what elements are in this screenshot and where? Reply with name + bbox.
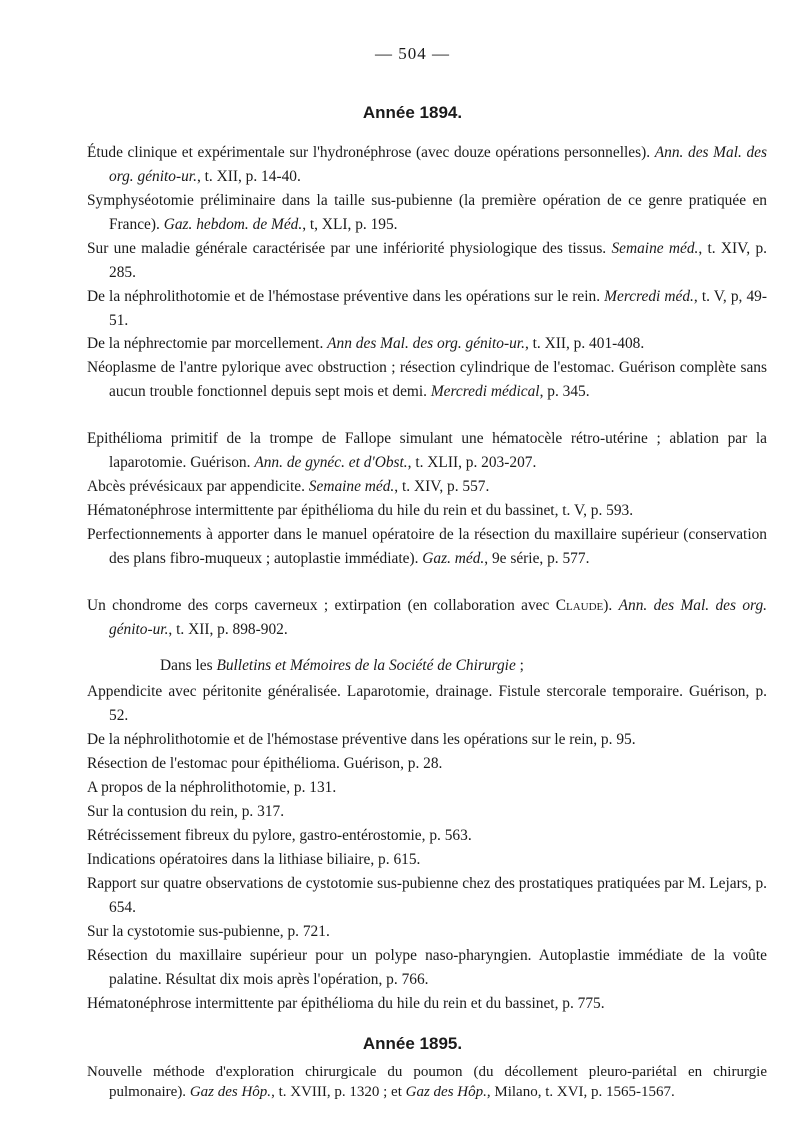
bulletin-entry: A propos de la néphrolithotomie, p. 131. [87, 779, 337, 796]
bulletin-entry: Appendicite avec péritonite généralisée. Laparotomie, drainage. Fistule stercorale temporaire. Guérison, p. 52. [87, 683, 767, 724]
author-name: Claude [555, 597, 604, 614]
bulletin-entry: Résection de l'estomac pour épithélioma. Guérison, p. 28. [87, 755, 443, 772]
bibliography-entry: Nouvelle méthode d'exploration chirurgicale du poumon (du décollement pleuro-pariétal en chirurgie pulmonaire). Gaz des Hôp., t. XVIII, p. 1320 ; et Gaz des Hôp., Milano, t. XVI, p. 1565-1567. [87, 1064, 767, 1100]
bibliography-entry: Epithélioma primitif de la trompe de Fallope simulant une hématocèle rétro-utérine ; ablation par la laparotomie. Guérison. Ann. de gynéc. et d'Obst., t. XLII, p. 203-207. [87, 430, 767, 471]
bibliography-entry: Hématonéphrose intermittente par épithélioma du hile du rein et du bassinet, t. V, p. 593. [87, 502, 634, 519]
bulletin-entry: Indications opératoires dans la lithiase biliaire, p. 615. [87, 851, 421, 868]
bibliography-entry: Néoplasme de l'antre pylorique avec obstruction ; résection cylindrique de l'estomac. Guérison complète sans aucun trouble fonctionnel depuis sept mois et demi. Mercredi médical, p. 345. [87, 359, 767, 400]
bulletin-entry: Résection du maxillaire supérieur pour un polype naso-pharyngien. Autoplastie immédiate de la voûte palatine. Résultat dix mois après l'opération, p. 766. [87, 947, 767, 988]
bulletins-intro: Dans les Bulletins et Mémoires de la Société de Chirurgie ; [160, 657, 524, 674]
bulletin-entry: Rétrécissement fibreux du pylore, gastro-entérostomie, p. 563. [87, 827, 472, 844]
bulletin-entry: Sur la contusion du rein, p. 317. [87, 803, 285, 820]
bibliography-entry: Perfectionnements à apporter dans le manuel opératoire de la résection du maxillaire supérieur (conservation des plans fibro-muqueux ; autoplastie immédiate). Gaz. méd., 9e série, p. 577. [87, 526, 767, 567]
bibliography-entry: Sur une maladie générale caractérisée par une infériorité physiologique des tissus. Semaine méd., t. XIV, p. 285. [87, 240, 767, 281]
bibliography-entry: Abcès prévésicaux par appendicite. Semaine méd., t. XIV, p. 557. [87, 478, 490, 495]
page-number: — 504 — [375, 44, 450, 63]
bulletin-entry: Rapport sur quatre observations de cystotomie sus-pubienne chez des prostatiques pratiquées par M. Lejars, p. 654. [87, 875, 767, 916]
bulletin-entry: De la néphrolithotomie et de l'hémostase préventive dans les opérations sur le rein, p. 95. [87, 731, 636, 748]
bulletin-entry: Hématonéphrose intermittente par épithélioma du hile du rein et du bassinet, p. 775. [87, 995, 605, 1012]
bibliography-entry: Un chondrome des corps caverneux ; extirpation (en collaboration avec Claude). Ann. des Mal. des org. génito-ur., t. XII, p. 898-902. [87, 597, 768, 638]
bulletin-entry: Sur la cystotomie sus-pubienne, p. 721. [87, 923, 330, 940]
year-heading-1894: Année 1894. [362, 103, 463, 122]
bibliography-entry: Symphyséotomie préliminaire dans la taille sus-pubienne (la première opération de ce genre pratiquée en France). Gaz. hebdom. de Méd., t, XLI, p. 195. [87, 192, 767, 233]
bibliography-entry: De la néphrolithotomie et de l'hémostase préventive dans les opérations sur le rein. Mercredi méd., t. V, p, 49-51. [87, 288, 768, 329]
bibliography-entry: Étude clinique et expérimentale sur l'hydronéphrose (avec douze opérations personnelles). Ann. des Mal. des org. génito-ur., t. XII, p. 14-40. [87, 144, 767, 185]
year-heading-1895: Année 1895. [362, 1034, 463, 1053]
bibliography-entry: De la néphrectomie par morcellement. Ann des Mal. des org. génito-ur., t. XII, p. 401-408. [87, 335, 645, 352]
